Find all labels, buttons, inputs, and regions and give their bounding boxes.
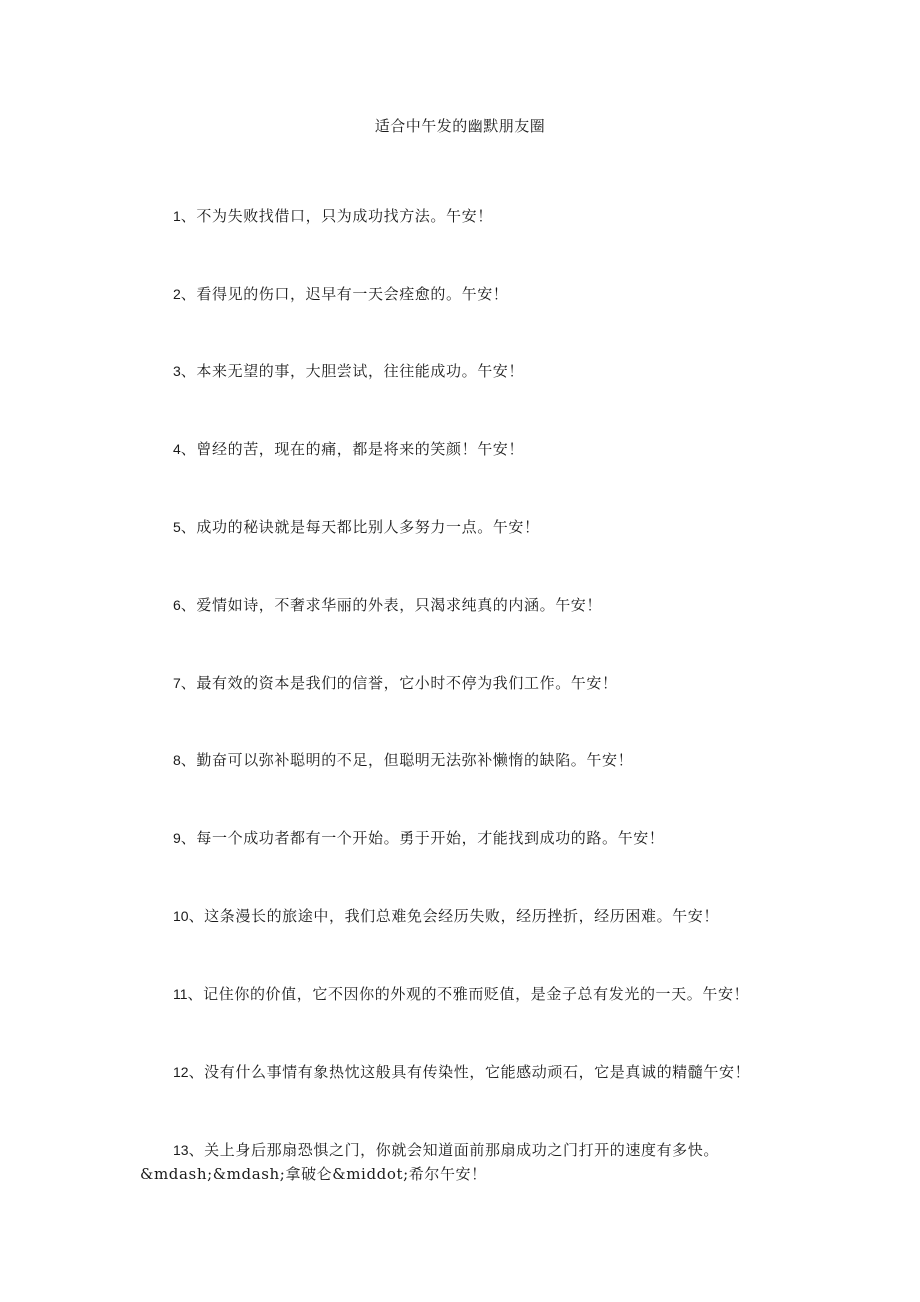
item-text: 、不为失败找借口，只为成功找方法。午安！ xyxy=(180,207,493,225)
list-item xyxy=(140,982,790,1006)
document-title: 适合中午发的幽默朋友圈 xyxy=(374,117,546,135)
item-text: 、最有效的资本是我们的信誉，它小时不停为我们工作。午安！ xyxy=(180,674,618,692)
item-number: 12 xyxy=(173,1064,189,1080)
item-number: 5 xyxy=(173,519,181,535)
item-number: 7 xyxy=(173,675,181,691)
list-item xyxy=(140,359,790,383)
item-text: 、记住你的价值，它不因你的外观的不雅而贬值，是金子总有发光的一天。午安！ xyxy=(187,985,750,1003)
item-number: 6 xyxy=(173,597,181,613)
item-text: 、本来无望的事，大胆尝试，往往能成功。午安！ xyxy=(180,362,524,380)
item-text: 、看得见的伤口，迟早有一天会痊愈的。午安！ xyxy=(180,285,509,303)
item-text: 、成功的秘诀就是每天都比别人多努力一点。午安！ xyxy=(180,518,540,536)
list-item xyxy=(140,204,790,228)
item-text: 、勤奋可以弥补聪明的不足，但聪明无法弥补懒惰的缺陷。午安！ xyxy=(180,751,634,769)
list-item xyxy=(140,904,790,928)
list-item xyxy=(140,671,790,695)
item-number: 2 xyxy=(173,286,181,302)
list-item xyxy=(140,515,790,539)
list-item xyxy=(140,1138,790,1186)
item-number: 4 xyxy=(173,441,181,457)
item-text: 、每一个成功者都有一个开始。勇于开始，才能找到成功的路。午安！ xyxy=(180,829,665,847)
item-text: 、关上身后那扇恐惧之门，你就会知道面前那扇成功之门打开的速度有多快。&mdash;&mdash;拿破仑&middot;希尔午安！ xyxy=(140,1141,719,1183)
item-text: 、没有什么事情有象热忱这般具有传染性，它能感动顽石，它是真诚的精髓午安！ xyxy=(188,1063,751,1081)
item-number: 10 xyxy=(173,908,189,924)
list-item xyxy=(140,826,790,850)
list-item xyxy=(140,748,790,772)
item-number: 13 xyxy=(173,1142,189,1158)
item-number: 8 xyxy=(173,752,181,768)
item-number: 1 xyxy=(173,208,181,224)
item-text: 、这条漫长的旅途中，我们总难免会经历失败，经历挫折，经历困难。午安！ xyxy=(188,907,719,925)
list-item xyxy=(140,437,790,461)
list-item xyxy=(140,1060,790,1084)
list-item xyxy=(140,282,790,306)
list-item xyxy=(140,593,790,617)
item-text: 、曾经的苦，现在的痛，都是将来的笑颜！午安！ xyxy=(180,440,524,458)
item-text: 、爱情如诗，不奢求华丽的外表，只渴求纯真的内涵。午安！ xyxy=(180,596,602,614)
item-number: 11 xyxy=(173,986,188,1002)
item-number: 9 xyxy=(173,830,181,846)
item-number: 3 xyxy=(173,363,181,379)
